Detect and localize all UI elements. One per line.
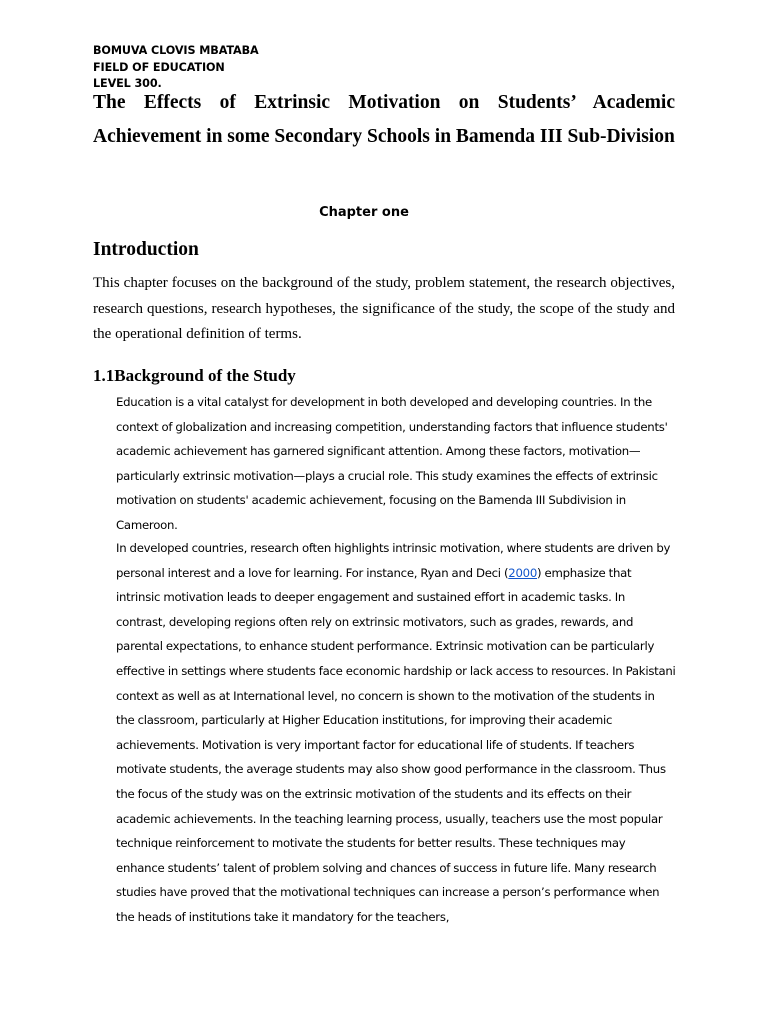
academic-level: LEVEL 300. xyxy=(93,77,162,90)
introduction-heading: Introduction xyxy=(93,239,199,260)
background-paragraph-1: Education is a vital catalyst for development in both developed and developing countries. In the context of globalization and increasing competition, understanding factors that influence students' academic achievement has garnered significant attention. Among these factors, motivation—particularly extrinsic motivation—plays a crucial role. This study examines the effects of extrinsic motivation on students' academic achievement, focusing on the Bamenda III Subdivision in Cameroon. xyxy=(116,395,668,532)
background-paragraph-2 xyxy=(116,536,676,930)
chapter-label: Chapter one xyxy=(319,205,409,220)
introduction-paragraph: This chapter focuses on the background of the study, problem statement, the research objectives, research questions, research hypotheses, the significance of the study, the scope of the study and the operational definition of terms. xyxy=(93,275,675,343)
author-name: BOMUVA CLOVIS MBATABA xyxy=(93,44,259,57)
citation-year-link[interactable]: 2000 xyxy=(508,565,538,580)
paragraph-text-after-link: ) emphasize that intrinsic motivation leads to deeper engagement and sustained effort in academic tasks. In contrast, developing regions often rely on extrinsic motivators, such as grades, rewards, and parental expectations, to enhance student performance. Extrinsic motivation can be particularly effective in settings where students face economic hardship or lack access to resources. In Pakistani context as well as at International level, no concern is shown to the motivation of the students in the classroom, particularly at Higher Education institutions, for improving their academic achievements. Motivation is very important factor for educational life of students. If teachers motivate students, the average students may also show good performance in the classroom. Thus the focus of the study was on the extrinsic motivation of the students and its effects on their academic achievements. In the teaching learning process, usually, teachers use the most popular technique reinforcement to motivate the students for better results. These techniques may enhance students’ talent of problem solving and chances of success in future life. Many research studies have proved that the motivational techniques can increase a person’s performance when the heads of institutions take it mandatory for the teachers, xyxy=(116,565,676,924)
background-heading: 1.1Background of the Study xyxy=(93,366,296,385)
field-of-study: FIELD OF EDUCATION xyxy=(93,60,225,74)
paragraph-text-before-link: In developed countries, research often highlights intrinsic motivation, where students are driven by personal interest and a love for learning. For instance, Ryan and Deci ( xyxy=(116,541,671,580)
document-title: The Effects of Extrinsic Motivation on Students’ Academic Achievement in some Secondary Schools in Bamenda III Sub-Division xyxy=(93,92,675,147)
